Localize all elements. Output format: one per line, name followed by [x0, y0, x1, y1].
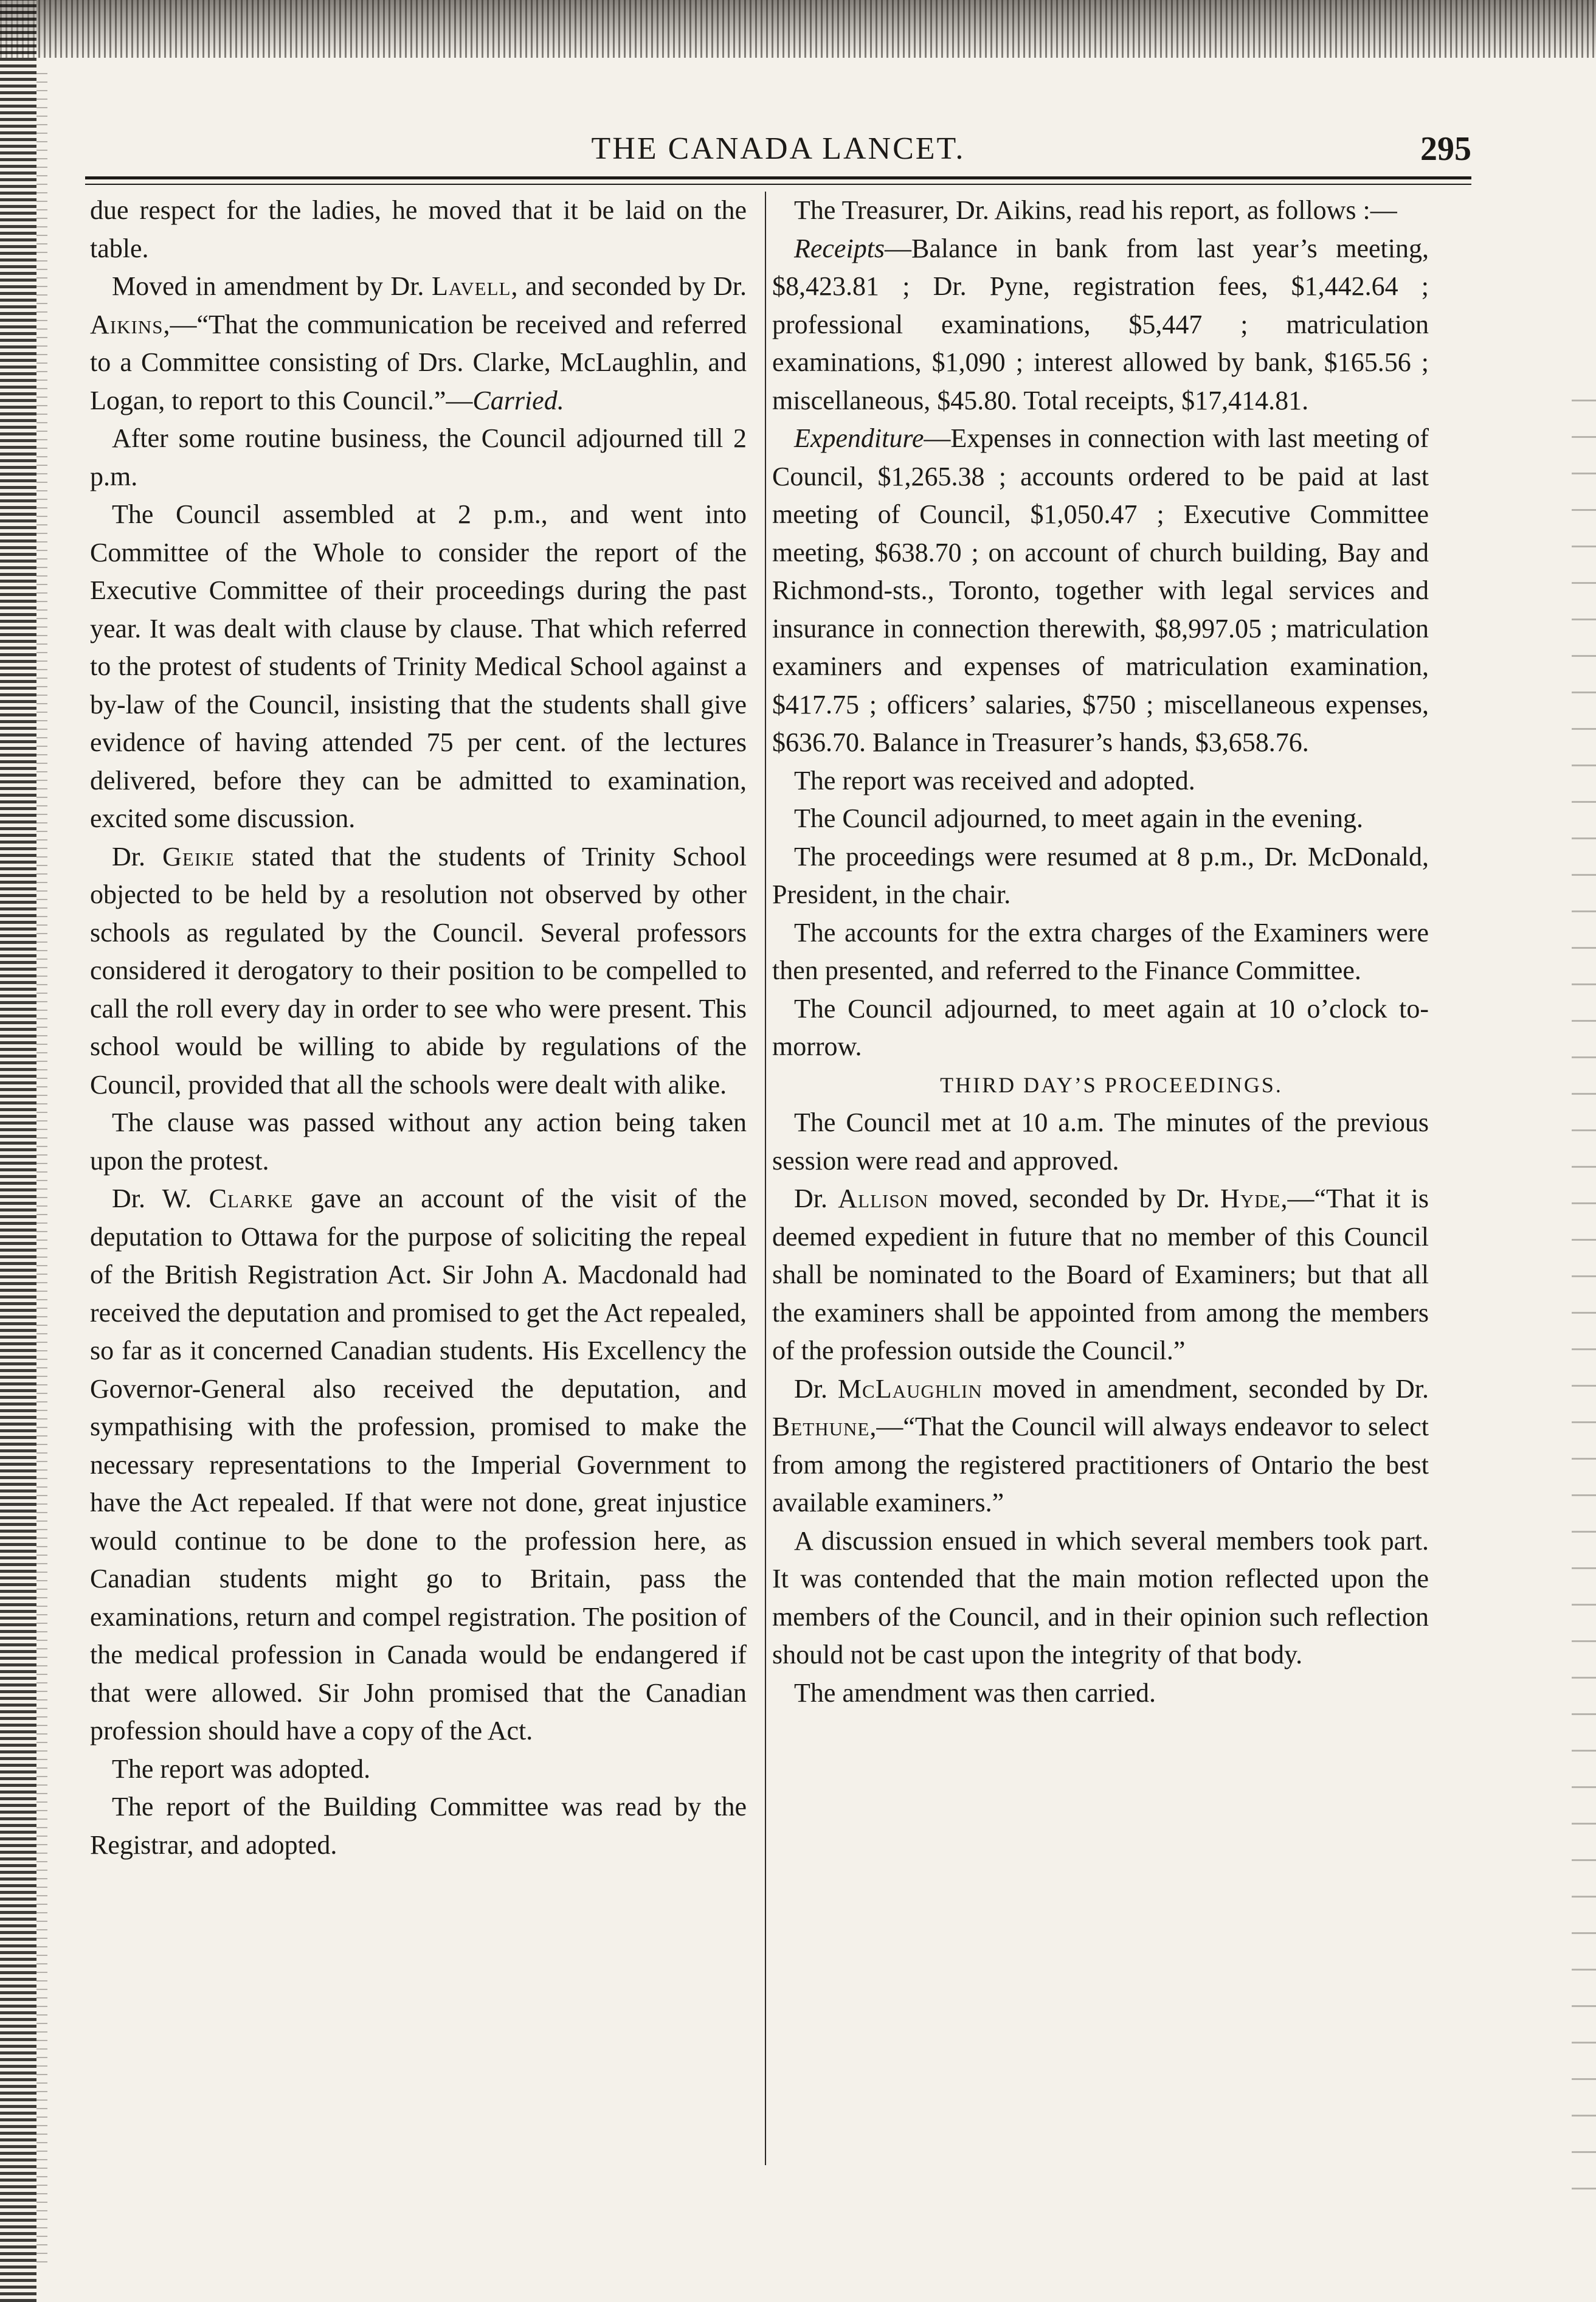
paragraph: The Council adjourned, to meet again in the evening. — [794, 803, 1363, 833]
paragraph — [772, 1370, 1429, 1522]
running-header — [85, 125, 1471, 173]
page-number: 295 — [1420, 130, 1471, 168]
scan-binding-left — [0, 0, 36, 2302]
person-name: Clarke — [209, 1184, 294, 1213]
text: Dr. — [794, 1373, 838, 1404]
paragraph: The report of the Building Committee was read by the Registrar, and adopted. — [90, 1792, 747, 1860]
text: moved, seconded by Dr. — [928, 1184, 1221, 1213]
scan-edge-right — [1572, 365, 1596, 2189]
right-column — [772, 192, 1429, 2174]
text: —Balance in bank from last year’s meeting, $8,423.81 ; Dr. Pyne, registration fees, $1,442.64 ; professional examinations, $5,447 ; matriculation examinations, $1,090 ; interest allowed by bank, $165.56 ; miscellaneous, $45.80. Total receipts, $17,414.81. — [772, 233, 1429, 415]
text: Dr. — [112, 841, 163, 872]
person-name: McLaughlin — [837, 1373, 983, 1404]
expenditure-label: Expenditure — [794, 423, 924, 453]
paragraph — [90, 838, 747, 1104]
receipts-label: Receipts — [794, 233, 885, 263]
left-column — [90, 192, 747, 2174]
person-name: Aikins — [90, 309, 164, 339]
paragraph — [772, 230, 1429, 420]
person-name: Geikie — [162, 841, 235, 872]
paragraph: The clause was passed without any action being taken upon the protest. — [90, 1108, 747, 1176]
paragraph — [90, 1180, 747, 1750]
scan-binding-shadow — [36, 73, 47, 2262]
header-rule-thin — [85, 184, 1471, 185]
paragraph: The report was adopted. — [112, 1753, 371, 1784]
person-name: Bethune — [772, 1412, 870, 1441]
paragraph: The amendment was then carried. — [794, 1677, 1156, 1708]
person-name: Allison — [838, 1184, 929, 1213]
paragraph — [772, 420, 1429, 762]
scan-edge-top — [0, 0, 1596, 58]
text: Dr. W. — [112, 1184, 209, 1213]
paragraph: due respect for the ladies, he moved that it be laid on the table. — [90, 195, 747, 263]
header-rule-thick — [85, 176, 1471, 179]
text: ,—“That the communication be received and referred to a Committee consisting of Drs. Clarke, McLaughlin, and Logan, to report to this Council.”— — [90, 309, 747, 415]
text: ,—“That it is deemed expedient in future that no member of this Council shall be nominated to the Board of Examiners; but that all the examiners shall be appointed from among the members of the profession outside the Council.” — [772, 1184, 1429, 1365]
carried-label: Carried. — [472, 385, 564, 415]
paragraph — [90, 268, 747, 420]
paragraph: The report was received and adopted. — [794, 765, 1195, 796]
paragraph: The proceedings were resumed at 8 p.m., Dr. McDonald, President, in the chair. — [772, 841, 1429, 909]
text: , and seconded by Dr. — [511, 271, 747, 301]
person-name: Hyde — [1220, 1184, 1281, 1213]
person-name: Lavell — [432, 271, 511, 301]
text: Dr. — [794, 1184, 838, 1213]
column-divider — [765, 192, 766, 2165]
paragraph: After some routine business, the Council adjourned till 2 p.m. — [90, 423, 747, 491]
paragraph — [772, 1180, 1429, 1370]
paragraph: The Treasurer, Dr. Aikins, read his report, as follows :— — [794, 195, 1397, 225]
paragraph: The Council met at 10 a.m. The minutes of the previous session were read and approved. — [772, 1108, 1429, 1176]
paragraph: A discussion ensued in which several members took part. It was contended that the main motion reflected upon the members of the Council, and in their opinion such reflection should not be cast upon the integrity of that body. — [772, 1525, 1429, 1669]
paragraph: The Council assembled at 2 p.m., and went into Committee of the Whole to consider the report of the Executive Committee of their proceedings during the past year. It was dealt with clause by clause. That which referred to the protest of students of Trinity Medical School against a by-law of the Council, insisting that the students shall give evidence of having attended 75 per cent. of the lectures delivered, before they can be admitted to examination, excited some discussion. — [90, 499, 747, 833]
text: Moved in amendment by Dr. — [112, 271, 432, 301]
paragraph: The Council adjourned, to meet again at 10 o’clock to-morrow. — [772, 993, 1429, 1061]
text: gave an account of the visit of the deputation to Ottawa for the purpose of soliciting the repeal of the British Registration Act. Sir John A. Macdonald had received the deputation and promised to get the Act repealed, so far as it concerned Canadian students. His Excellency the Governor-General also received the deputation, and sympathising with the profession, promised to make the necessary representations to the Imperial Government to have the Act repealed. If that were not done, great injustice would continue to be done to the profession here, as Canadian students might go to Britain, pass the examinations, return and compel registration. The position of the medical profession in Canada would be endangered if that were allowed. Sir John promised that the Canadian profession should have a copy of the Act. — [90, 1184, 747, 1746]
text: ,—“That the Council will always endeavor to select from among the registered practitioners of Ontario the best available examiners.” — [772, 1412, 1429, 1517]
text: stated that the students of Trinity School objected to be held by a resolution not observed by other schools as regulated by the Council. Several professors considered it derogatory to their position to be compelled to call the roll every day in order to see who were present. This school would be willing to abide by regulations of the Council, provided that all the schools were dealt with alike. — [90, 841, 747, 1100]
text: moved in amendment, seconded by Dr. — [982, 1373, 1429, 1404]
journal-title: THE CANADA LANCET. — [591, 131, 966, 166]
paragraph: The accounts for the extra charges of the Examiners were then presented, and referred to the Finance Committee. — [772, 917, 1429, 985]
text: —Expenses in connection with last meeting of Council, $1,265.38 ; accounts ordered to be paid at last meeting of Council, $1,050.47 ; Executive Committee meeting, $638.70 ; on account of church building, Bay and Richmond-sts., Toronto, together with legal services and insurance in connection therewith, $8,997.05 ; matriculation examiners and expenses of matriculation examination, $417.75 ; officers’ salaries, $750 ; miscellaneous expenses, $636.70. Balance in Treasurer’s hands, $3,658.76. — [772, 423, 1429, 757]
section-heading: THIRD DAY’S PROCEEDINGS. — [940, 1072, 1283, 1097]
